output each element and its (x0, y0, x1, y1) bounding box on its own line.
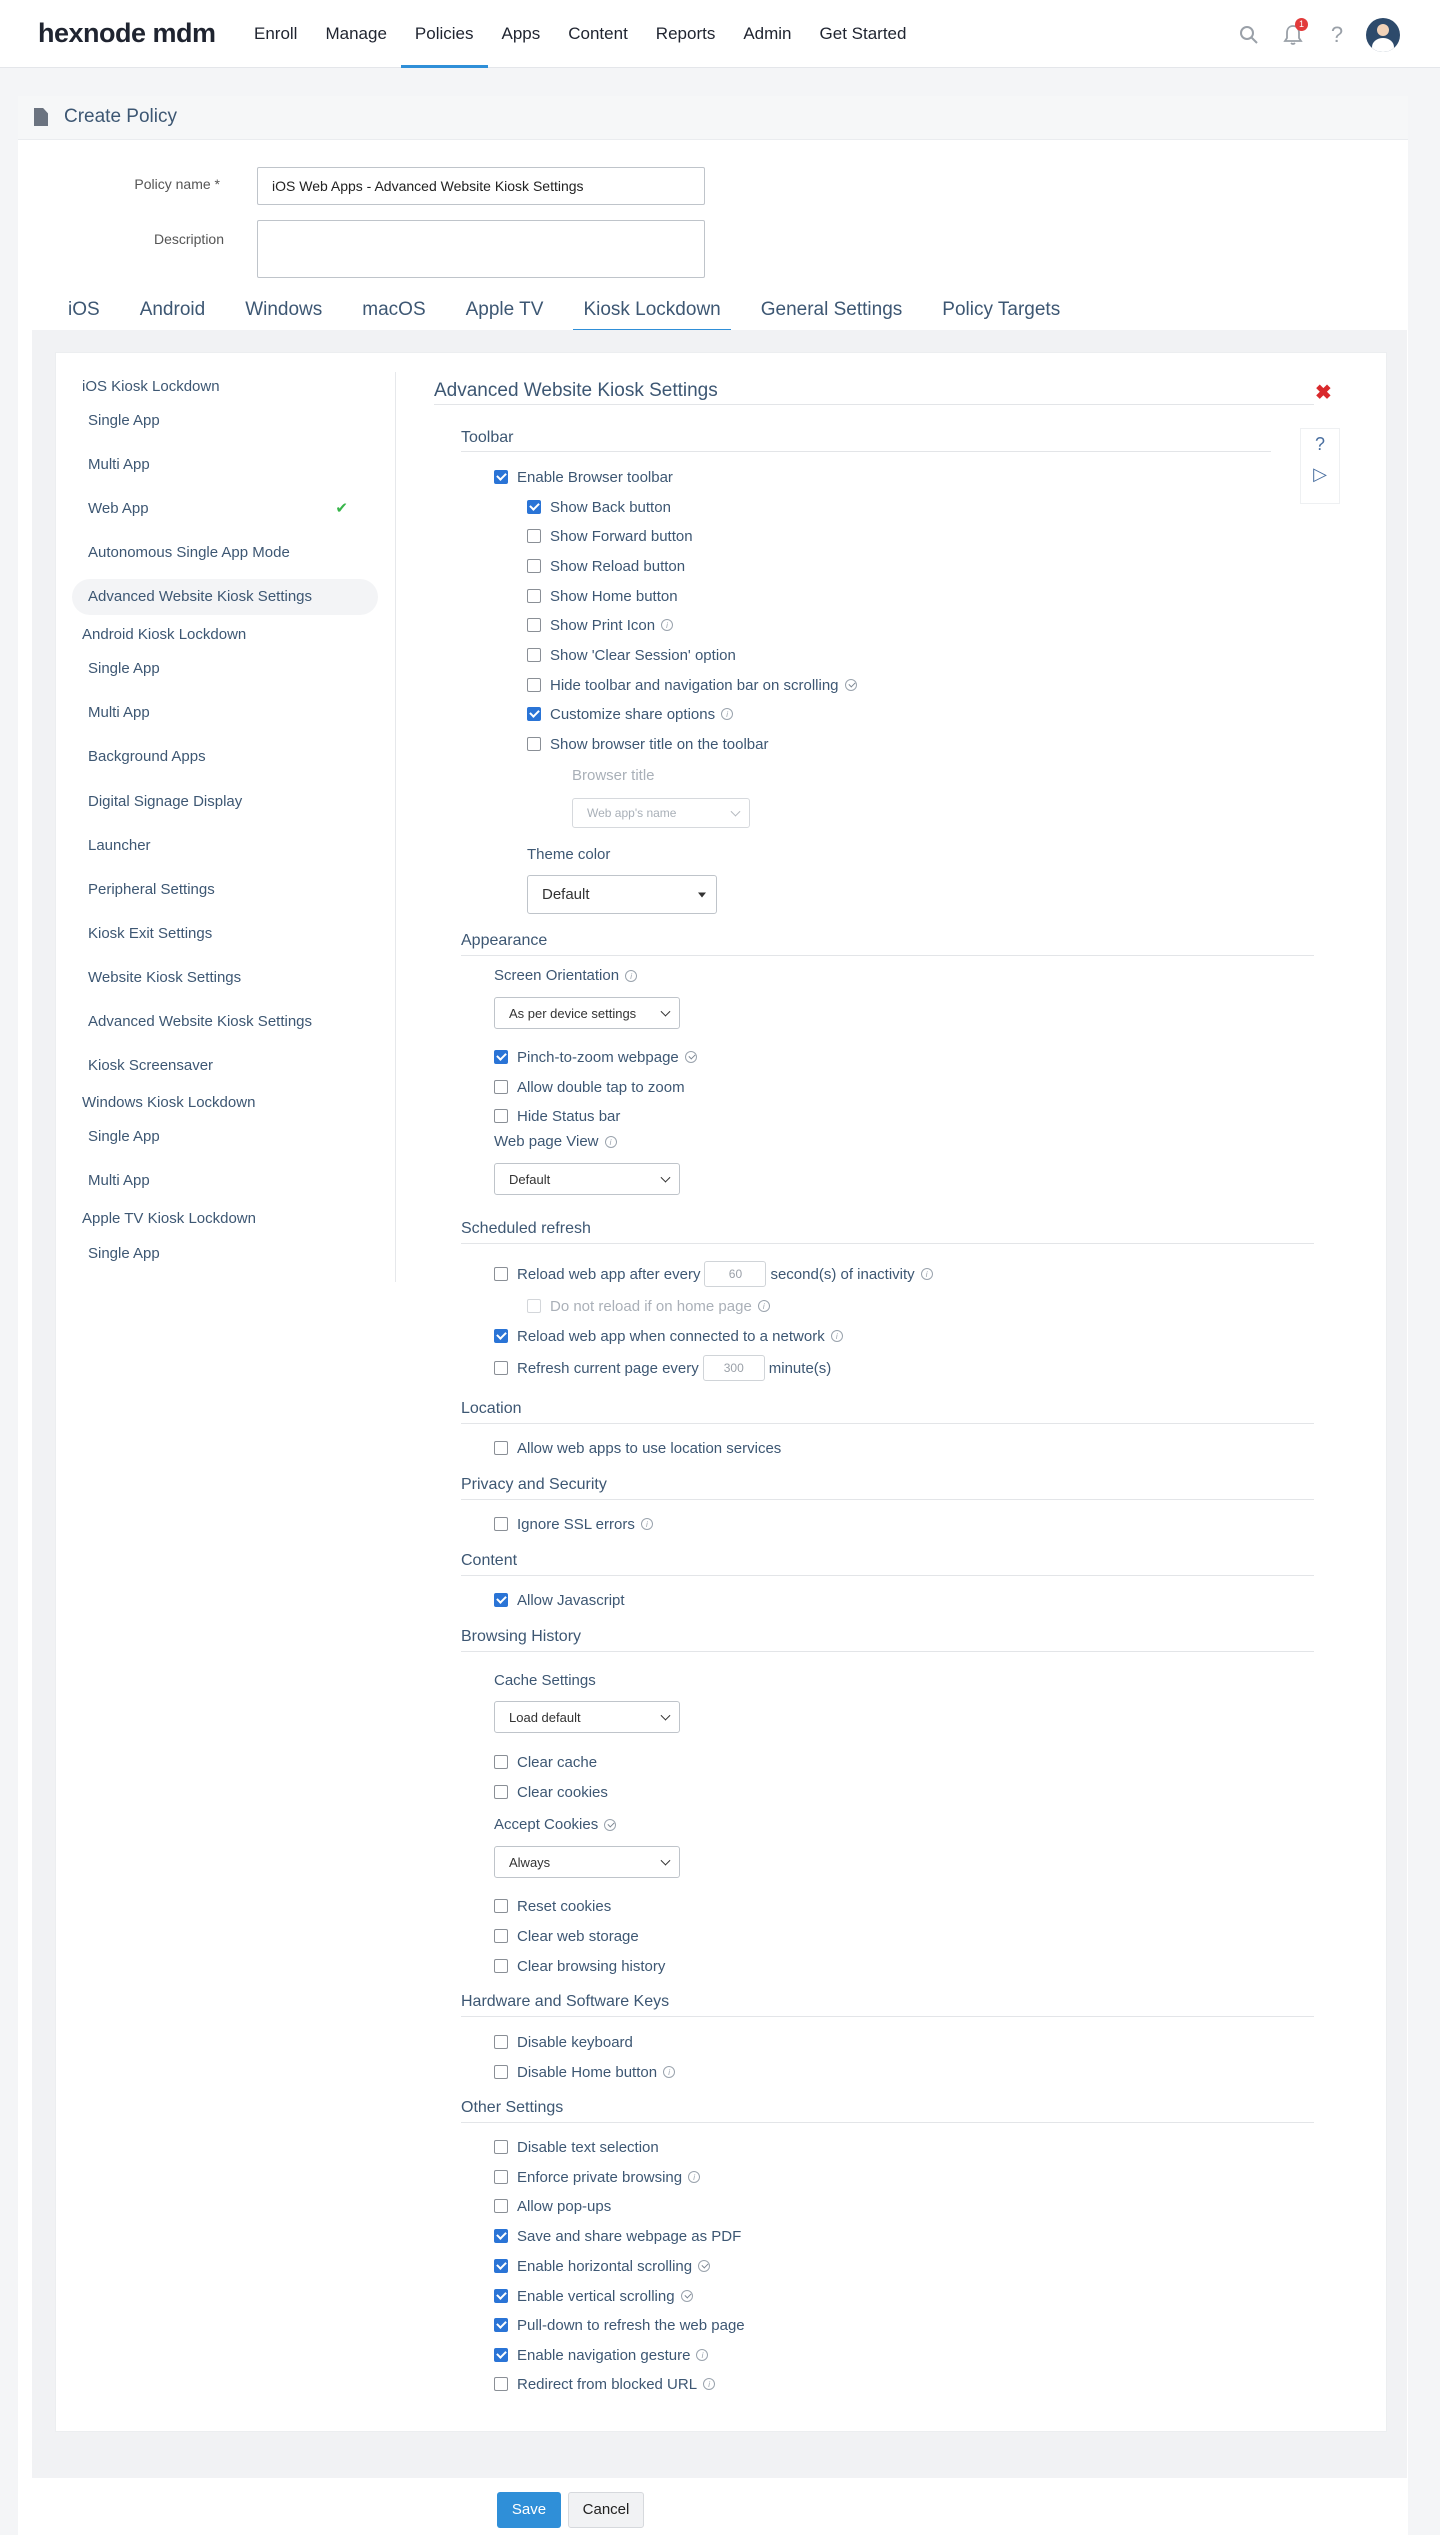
checkbox-box[interactable] (494, 2170, 508, 2184)
checkbox-clear-cookies[interactable] (494, 1781, 608, 1803)
info-icon[interactable]: i (605, 1136, 617, 1148)
checkbox-pull-refresh[interactable] (494, 2314, 745, 2336)
group-divider (461, 2016, 1314, 2017)
nav-policies[interactable]: Policies (401, 0, 488, 68)
sidebar-item-digital-signage[interactable]: Digital Signage Display (88, 793, 243, 810)
sidebar-item-appletv-single-app[interactable]: Single App (88, 1245, 160, 1262)
tab-windows[interactable]: Windows (245, 299, 323, 320)
checkbox-label: Allow Javascript (517, 1591, 625, 1609)
checkbox-label: Show browser title on the toolbar (550, 735, 769, 753)
checkbox-redirect-blocked-url[interactable] (494, 2373, 715, 2395)
sidebar-item-android-multi-app[interactable]: Multi App (88, 704, 150, 721)
checkbox-label: Show Reload button (550, 557, 686, 575)
checkbox-save-share-pdf[interactable] (494, 2225, 741, 2247)
sidebar-item-ios-multi-app[interactable]: Multi App (88, 456, 150, 473)
help-question-icon[interactable]: ? (1314, 434, 1325, 454)
checkbox-label: Pull-down to refresh the web page (517, 2316, 745, 2334)
checkbox-allow-popups[interactable] (494, 2195, 611, 2217)
tab-apple-tv[interactable]: Apple TV (465, 299, 544, 320)
checkbox-label: Clear cache (517, 1753, 598, 1771)
nav-content[interactable]: Content (568, 24, 628, 43)
avatar[interactable] (1366, 18, 1400, 52)
checkbox-label: Disable text selection (517, 2138, 659, 2156)
checkbox-label: Allow web apps to use location services (517, 1439, 782, 1457)
label-text: Screen Orientation (494, 967, 620, 984)
checkbox-label: Refresh current page every (517, 1359, 699, 1377)
checkbox-label: Reload web app after every (517, 1265, 701, 1283)
info-icon[interactable]: i (663, 2066, 675, 2078)
group-divider (461, 1575, 1314, 1576)
checkbox-box[interactable] (527, 678, 541, 692)
group-title-hardware: Hardware and Software Keys (461, 1993, 670, 2010)
play-icon[interactable]: ▷ (1313, 464, 1327, 484)
sidebar-divider (395, 372, 396, 1282)
document-icon (34, 108, 48, 126)
checkbox-box[interactable] (494, 2348, 508, 2362)
checkbox-label: Enable vertical scrolling (517, 2287, 675, 2305)
checkbox-box[interactable] (494, 1267, 508, 1281)
inactivity-seconds-input[interactable]: 60 (704, 1261, 766, 1287)
tab-general-settings[interactable]: General Settings (760, 299, 903, 320)
checkbox-label: Enable navigation gesture (517, 2346, 691, 2364)
checkbox-label: Enforce private browsing (517, 2168, 683, 2186)
nav-manage[interactable]: Manage (325, 24, 387, 43)
browser-title-label: Browser title (572, 767, 655, 784)
checkbox-box[interactable] (494, 1755, 508, 1769)
checkbox-box[interactable] (494, 2140, 508, 2154)
checkbox-box[interactable] (494, 2259, 508, 2273)
checkbox-box[interactable] (527, 589, 541, 603)
verified-icon[interactable] (685, 1051, 697, 1063)
checkbox-label-suffix: minute(s) (768, 1359, 832, 1377)
search-icon[interactable] (1234, 20, 1264, 50)
checkbox-no-reload-home[interactable] (527, 1295, 770, 1317)
checkbox-box[interactable] (527, 737, 541, 751)
nav-reports[interactable]: Reports (655, 24, 716, 43)
checkbox-box[interactable] (494, 1517, 508, 1531)
sidebar-item-website-kiosk[interactable]: Website Kiosk Settings (88, 969, 242, 986)
theme-color-label: Theme color (527, 846, 611, 863)
theme-color-dropdown[interactable]: Default (527, 875, 717, 914)
nav-admin[interactable]: Admin (743, 24, 792, 43)
checkbox-box[interactable] (494, 2199, 508, 2213)
checkbox-label: Show Home button (550, 587, 678, 605)
checkbox-ignore-ssl[interactable] (494, 1513, 653, 1535)
group-title-browsing-history: Browsing History (461, 1628, 582, 1645)
checkbox-hide-toolbar-scrolling[interactable] (527, 674, 857, 696)
checkbox-allow-location[interactable] (494, 1437, 781, 1459)
screen-orientation-select[interactable]: As per device settings (494, 997, 680, 1029)
policy-name-label: Policy name * (134, 176, 220, 192)
info-icon[interactable]: i (641, 1518, 653, 1530)
checkbox-double-tap[interactable] (494, 1076, 685, 1098)
checkbox-show-clear-session[interactable] (527, 644, 736, 666)
sidebar-item-android-advanced-website[interactable]: Advanced Website Kiosk Settings (88, 1013, 313, 1030)
checkbox-clear-web-storage[interactable] (494, 1925, 639, 1947)
checkbox-box[interactable] (494, 1441, 508, 1455)
checkbox-box[interactable] (494, 1899, 508, 1913)
help-icon[interactable]: ? (1330, 22, 1344, 47)
checkbox-label: Allow double tap to zoom (517, 1078, 685, 1096)
info-icon[interactable]: i (921, 1268, 933, 1280)
accept-cookies-select[interactable]: Always (494, 1846, 680, 1878)
page-title: Create Policy (64, 106, 177, 127)
checkbox-box[interactable] (527, 618, 541, 632)
checkbox-label: Reset cookies (517, 1897, 612, 1915)
group-title-scheduled-refresh: Scheduled refresh (461, 1220, 591, 1237)
nav-enroll[interactable]: Enroll (254, 24, 298, 43)
verified-icon[interactable] (698, 2260, 710, 2272)
nav-apps[interactable]: Apps (501, 24, 541, 43)
label-text: Web page View (494, 1133, 599, 1150)
sidebar-item-kiosk-exit[interactable]: Kiosk Exit Settings (88, 925, 213, 942)
sidebar-item-ios-web-app[interactable] (72, 491, 378, 527)
verified-icon[interactable] (604, 1819, 616, 1831)
tab-policy-targets[interactable]: Policy Targets (942, 299, 1061, 320)
checkbox-box[interactable] (494, 1080, 508, 1094)
sidebar-item-kiosk-screensaver[interactable]: Kiosk Screensaver (88, 1057, 214, 1074)
checkbox-disable-text-selection[interactable] (494, 2136, 659, 2158)
info-icon[interactable]: i (625, 970, 637, 982)
checkbox-refresh-page[interactable] (494, 1354, 831, 1382)
checkbox-box[interactable] (494, 1785, 508, 1799)
checkbox-box[interactable] (494, 1329, 508, 1343)
info-icon[interactable]: i (721, 708, 733, 720)
checkbox-label: Show Forward button (550, 527, 693, 545)
tab-ios[interactable]: iOS (68, 299, 100, 320)
sidebar-group-apple-tv: Apple TV Kiosk Lockdown (82, 1210, 256, 1227)
checkbox-allow-javascript[interactable] (494, 1589, 625, 1611)
sidebar-group-windows: Windows Kiosk Lockdown (82, 1094, 256, 1111)
checkbox-label: Clear browsing history (517, 1957, 666, 1975)
checkbox-box[interactable] (494, 2229, 508, 2243)
checkbox-show-print[interactable] (527, 614, 673, 636)
group-divider (461, 1243, 1314, 1244)
info-icon[interactable]: i (688, 2171, 700, 2183)
group-divider (461, 955, 1314, 956)
info-icon[interactable]: i (703, 2378, 715, 2390)
checkbox-box[interactable] (494, 1361, 508, 1375)
checkbox-box[interactable] (494, 2289, 508, 2303)
checkbox-show-browser-title[interactable] (527, 733, 768, 755)
web-page-view-select[interactable]: Default (494, 1163, 680, 1195)
sidebar-item-android-single-app[interactable]: Single App (88, 660, 160, 677)
sidebar-group-ios: iOS Kiosk Lockdown (82, 378, 220, 395)
info-icon[interactable]: i (831, 1330, 843, 1342)
checkbox-label: Pinch-to-zoom webpage (517, 1048, 679, 1066)
refresh-minutes-input[interactable]: 300 (703, 1355, 765, 1381)
description-label: Description (153, 231, 224, 247)
section-heading: Advanced Website Kiosk Settings (434, 380, 718, 401)
checkbox-clear-cache[interactable] (494, 1751, 597, 1773)
checkbox-label: Clear web storage (517, 1927, 639, 1945)
checkbox-label: Hide Status bar (517, 1107, 621, 1125)
group-title-location: Location (461, 1400, 522, 1417)
sidebar-item-label: Web App (88, 500, 149, 517)
checkbox-box[interactable] (527, 1299, 541, 1313)
remove-config-icon[interactable]: ✖ (1315, 382, 1332, 404)
save-button[interactable]: Save (497, 2492, 561, 2528)
checkbox-label: Show Print Icon (550, 616, 656, 634)
heading-divider (434, 404, 1314, 405)
checkbox-label: Show 'Clear Session' option (550, 646, 736, 664)
verified-icon[interactable] (681, 2290, 693, 2302)
checkbox-pinch-zoom[interactable] (494, 1046, 697, 1068)
sidebar-item-peripheral-settings[interactable]: Peripheral Settings (88, 881, 215, 898)
checkbox-show-reload[interactable] (527, 555, 685, 577)
checkbox-box[interactable] (494, 2377, 508, 2391)
checkbox-enable-browser-toolbar[interactable] (494, 466, 673, 488)
checkbox-label: Reload web app when connected to a network (517, 1327, 825, 1345)
sidebar-item-ios-single-app[interactable]: Single App (88, 412, 160, 429)
checkbox-box[interactable] (527, 707, 541, 721)
checkbox-show-back[interactable] (527, 496, 671, 518)
checkbox-box[interactable] (494, 2065, 508, 2079)
checkbox-label: Redirect from blocked URL (517, 2375, 698, 2393)
checkbox-private-browsing[interactable] (494, 2166, 700, 2188)
group-title-appearance: Appearance (461, 932, 548, 949)
checkbox-box[interactable] (527, 559, 541, 573)
checkbox-disable-home-button[interactable] (494, 2061, 675, 2083)
checkbox-label: Enable Browser toolbar (517, 468, 673, 486)
info-icon[interactable]: i (661, 619, 673, 631)
group-title-toolbar: Toolbar (461, 429, 514, 446)
top-icons (1234, 18, 1400, 52)
checkbox-box[interactable] (494, 470, 508, 484)
tab-macos[interactable]: macOS (362, 299, 426, 320)
verified-icon[interactable] (845, 679, 857, 691)
group-divider (461, 1499, 1314, 1500)
sidebar-item-background-apps[interactable]: Background Apps (88, 748, 206, 765)
label-text: Accept Cookies (494, 1816, 599, 1833)
checkbox-label: Disable Home button (517, 2063, 658, 2081)
sidebar-item-launcher[interactable]: Launcher (88, 837, 151, 854)
side-tools (1300, 428, 1340, 504)
checkbox-box[interactable] (494, 1959, 508, 1973)
group-divider (461, 2122, 1314, 2123)
checkbox-show-forward[interactable] (527, 525, 693, 547)
cache-settings-label: Cache Settings (494, 1672, 596, 1689)
checkbox-label: Allow pop-ups (517, 2197, 612, 2215)
group-title-other-settings: Other Settings (461, 2099, 564, 2116)
notification-badge: 1 (1295, 18, 1308, 31)
sidebar-item-ios-advanced-website[interactable]: Advanced Website Kiosk Settings (72, 579, 378, 615)
checkbox-navigation-gesture[interactable] (494, 2344, 708, 2366)
screen-orientation-label (494, 967, 637, 984)
checkbox-hide-status-bar[interactable] (494, 1105, 620, 1127)
checkbox-box[interactable] (494, 1050, 508, 1064)
policy-name-input[interactable]: iOS Web Apps - Advanced Website Kiosk Settings (257, 167, 705, 205)
checkbox-customize-share[interactable] (527, 703, 733, 725)
checkbox-label: Clear cookies (517, 1783, 608, 1801)
checkbox-label: Disable keyboard (517, 2033, 633, 2051)
checkbox-reload-after-inactivity[interactable] (494, 1260, 933, 1288)
checkbox-box[interactable] (527, 529, 541, 543)
checkbox-box[interactable] (527, 500, 541, 514)
browser-title-select[interactable]: Web app's name (572, 798, 750, 828)
description-textarea[interactable] (257, 220, 705, 278)
checkbox-box[interactable] (527, 648, 541, 662)
cache-settings-select[interactable]: Load default (494, 1701, 680, 1733)
checkbox-label: Customize share options (550, 705, 716, 723)
platform-tabs (58, 296, 1090, 332)
checkbox-label: Hide toolbar and navigation bar on scrolling (550, 676, 839, 694)
checkbox-box[interactable] (494, 1109, 508, 1123)
checkbox-box[interactable] (494, 1929, 508, 1943)
checkbox-box[interactable] (494, 1593, 508, 1607)
group-divider (461, 1423, 1314, 1424)
top-navigation-bar (0, 0, 1440, 68)
checkbox-box[interactable] (494, 2035, 508, 2049)
checkbox-label-suffix: second(s) of inactivity (770, 1265, 915, 1283)
checkbox-vertical-scrolling[interactable] (494, 2285, 693, 2307)
web-page-view-label (494, 1133, 617, 1150)
cancel-button[interactable]: Cancel (568, 2492, 644, 2528)
hexnode-logo[interactable]: hexnode mdm (38, 18, 216, 48)
sidebar-item-windows-multi-app[interactable]: Multi App (88, 1172, 150, 1189)
accept-cookies-label (494, 1816, 616, 1833)
tab-kiosk-lockdown[interactable]: Kiosk Lockdown (573, 296, 730, 332)
group-title-content: Content (461, 1552, 518, 1569)
sidebar-group-android: Android Kiosk Lockdown (82, 626, 247, 643)
checkbox-label: Show Back button (550, 498, 671, 516)
sidebar-item-windows-single-app[interactable]: Single App (88, 1128, 160, 1145)
group-divider (461, 1651, 1314, 1652)
info-icon[interactable]: i (758, 1300, 770, 1312)
checkbox-show-home[interactable] (527, 585, 678, 607)
checkbox-disable-keyboard[interactable] (494, 2031, 633, 2053)
checkbox-reset-cookies[interactable] (494, 1895, 611, 1917)
group-divider (461, 451, 1271, 452)
checkbox-box[interactable] (494, 2318, 508, 2332)
checkbox-label: Ignore SSL errors (517, 1515, 635, 1533)
checkbox-horizontal-scrolling[interactable] (494, 2255, 710, 2277)
nav-get-started[interactable]: Get Started (819, 24, 907, 43)
checkbox-reload-network[interactable] (494, 1325, 843, 1347)
tab-android[interactable]: Android (139, 299, 206, 320)
page-header (18, 96, 1408, 140)
main-nav (240, 0, 920, 68)
checkbox-label: Do not reload if on home page (550, 1297, 752, 1315)
checkbox-label: Save and share webpage as PDF (517, 2227, 742, 2245)
checkbox-clear-browsing-history[interactable] (494, 1955, 665, 1977)
configured-check-icon: ✔ (335, 500, 348, 517)
sidebar-item-ios-autonomous[interactable]: Autonomous Single App Mode (88, 544, 290, 561)
checkbox-label: Enable horizontal scrolling (517, 2257, 693, 2275)
info-icon[interactable]: i (696, 2349, 708, 2361)
group-title-privacy: Privacy and Security (461, 1476, 607, 1493)
notification-bell-icon[interactable] (1278, 20, 1308, 50)
